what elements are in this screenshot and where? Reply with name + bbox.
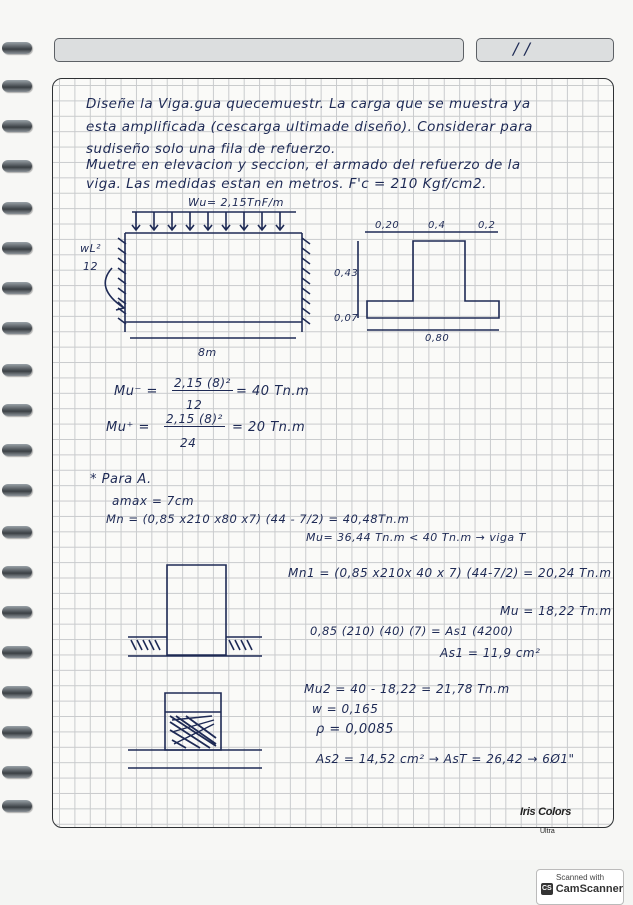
- moment-coef-bottom: 12: [83, 260, 98, 273]
- scanner-line-1: Scanned with: [555, 873, 605, 882]
- load-label: Wu= 2,15TnF/m: [188, 196, 284, 209]
- as2: As2 = 14,52 cm² → AsT = 26,42 → 6Ø1": [316, 752, 575, 766]
- as1: As1 = 11,9 cm²: [440, 646, 541, 660]
- dim-flange: 0,07: [334, 313, 359, 324]
- dim-right: 0,2: [478, 220, 496, 231]
- as-equation: 0,85 (210) (40) (7) = As1 (4200): [310, 624, 514, 638]
- brand-sub: Ultra: [540, 828, 555, 835]
- moment-coef-top: wL²: [80, 242, 102, 255]
- mu-neg-lhs: Mu⁻ =: [114, 384, 158, 399]
- brand-name: Iris Colors: [520, 806, 572, 818]
- case-a-title: * Para A.: [90, 472, 152, 487]
- statement-line-1: Diseñe la Viga.gua quecemuestr. La carga que se muestra ya: [86, 96, 531, 112]
- mu2: Mu2 = 40 - 18,22 = 21,78 Tn.m: [304, 682, 510, 696]
- camscanner-icon: CS: [541, 883, 553, 895]
- mn-eq: Mn = (0,85 x210 x80 x7) (44 - 7/2) = 40,48Tn.m: [106, 512, 410, 526]
- dim-total: 0,80: [425, 333, 450, 344]
- dim-left: 0,20: [375, 220, 400, 231]
- statement-line-2: esta amplificada (cescarga ultimade diseño). Considerar para: [86, 119, 533, 135]
- scanner-line-2: CamScanner: [555, 883, 623, 895]
- camscanner-badge: [536, 869, 624, 905]
- span-label: 8m: [198, 346, 217, 359]
- dim-mid: 0,4: [428, 220, 446, 231]
- statement-line-3: sudiseño solo una fila de refuerzo.: [86, 141, 336, 157]
- statement-line-5: viga. Las medidas estan en metros. F'c = 210 Kgf/cm2.: [86, 176, 487, 192]
- t-section-drawing: [358, 232, 499, 330]
- mu-neg-result: = 40 Tn.m: [236, 384, 310, 399]
- brand-logo: [520, 802, 571, 838]
- mu-pos-lhs: Mu⁺ =: [106, 420, 150, 435]
- statement-line-4: Muetre en elevacion y seccion, el armado del refuerzo de la: [86, 157, 521, 173]
- section-sketch-2: [128, 693, 262, 768]
- amax: amax = 7cm: [112, 494, 195, 508]
- mu-neg-den: 12: [186, 398, 203, 412]
- beam-elevation-drawing: [105, 212, 310, 338]
- mu-neg-num: 2,15 (8)²: [174, 376, 231, 390]
- mu-pos-den: 24: [180, 436, 197, 450]
- date-marks: / /: [513, 39, 531, 58]
- mn1-eq: Mn1 = (0,85 x210x 40 x 7) (44-7/2) = 20,24 Tn.m: [288, 566, 612, 580]
- mu-pos-result: = 20 Tn.m: [232, 420, 306, 435]
- dim-height: 0,43: [334, 268, 359, 279]
- section-sketch-1: [128, 565, 262, 656]
- mu1: Mu = 18,22 Tn.m: [500, 604, 612, 618]
- mu-check: Mu= 36,44 Tn.m < 40 Tn.m → viga T: [306, 531, 526, 544]
- mu-pos-num: 2,15 (8)²: [166, 412, 223, 426]
- rho-value: ρ = 0,0085: [316, 722, 394, 737]
- w-value: w = 0,165: [312, 702, 379, 716]
